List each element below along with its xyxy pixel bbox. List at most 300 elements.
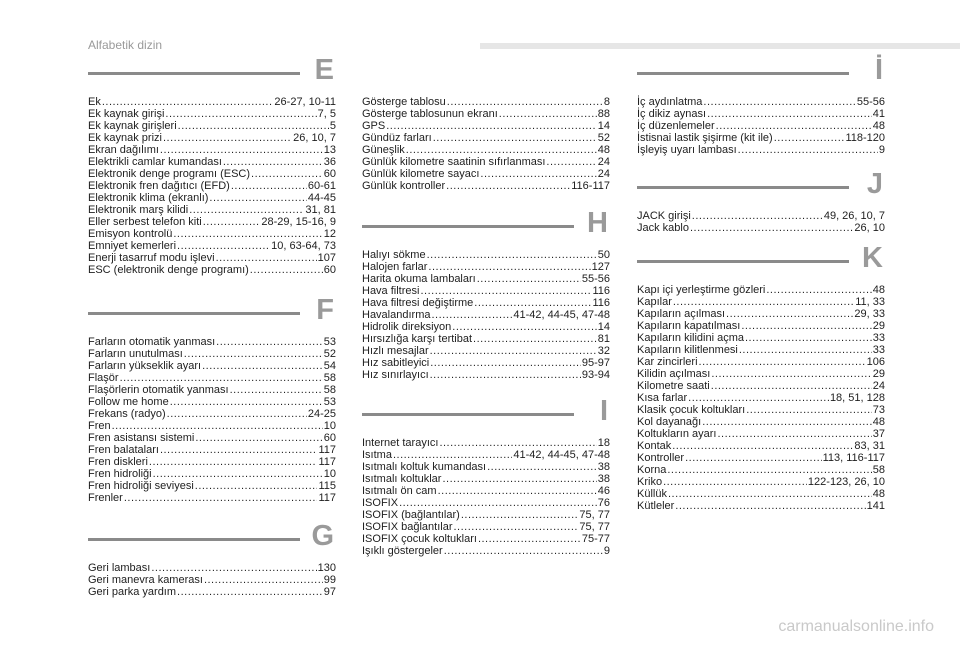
entry-term: Farların yükseklik ayarı xyxy=(88,360,202,372)
index-entry xyxy=(362,180,610,192)
entry-pages: 28-29, 15-16, 9 xyxy=(261,216,336,228)
section-letter: H xyxy=(587,207,608,239)
entry-pages: 29, 33 xyxy=(854,308,885,320)
index-list xyxy=(637,284,885,512)
dot-leader xyxy=(202,360,323,372)
entry-term: Kapı içi yerleştirme gözleri xyxy=(637,284,766,296)
dot-leader xyxy=(149,456,318,468)
dot-leader xyxy=(430,357,581,369)
dot-leader xyxy=(209,192,306,204)
dot-leader xyxy=(231,180,307,192)
entry-term: Günlük kilometre sayacı xyxy=(362,168,480,180)
index-entry xyxy=(637,476,885,488)
dot-leader xyxy=(428,261,590,273)
entry-pages: 83, 31 xyxy=(854,440,885,452)
entry-term: Ekran dağılımı xyxy=(88,144,159,156)
index-entry xyxy=(88,408,336,420)
index-entry xyxy=(88,432,336,444)
entry-term: Kısa farlar xyxy=(637,392,688,404)
entry-term: Harita okuma lambaları xyxy=(362,273,476,285)
index-entry xyxy=(88,456,336,468)
entry-pages: 115 xyxy=(318,480,336,492)
index-entry xyxy=(362,321,610,333)
index-entry xyxy=(88,240,336,252)
entry-term: Isıtmalı koltuklar xyxy=(362,473,442,485)
entry-term: Emisyon kontrolü xyxy=(88,228,173,240)
dot-leader xyxy=(673,296,854,308)
section-divider xyxy=(362,225,574,228)
entry-term: GPS xyxy=(362,120,386,132)
entry-pages: 29 xyxy=(872,320,885,332)
index-entry xyxy=(637,500,885,512)
dot-leader xyxy=(216,252,317,264)
index-entry xyxy=(637,356,885,368)
index-entry xyxy=(362,144,610,156)
dot-leader xyxy=(746,404,872,416)
entry-pages: 8 xyxy=(603,96,610,108)
index-list xyxy=(362,249,610,381)
entry-pages: 24 xyxy=(872,380,885,392)
index-entry xyxy=(362,108,610,120)
index-entry xyxy=(362,461,610,473)
index-entry xyxy=(637,452,885,464)
dot-leader xyxy=(163,132,292,144)
dot-leader xyxy=(699,356,866,368)
entry-term: Emniyet kemerleri xyxy=(88,240,177,252)
entry-pages: 12 xyxy=(323,228,336,240)
entry-pages: 73 xyxy=(872,404,885,416)
index-entry xyxy=(88,372,336,384)
entry-term: Korna xyxy=(637,464,667,476)
index-entry xyxy=(88,468,336,480)
index-entry xyxy=(637,416,885,428)
dot-leader xyxy=(478,533,581,545)
entry-pages: 46 xyxy=(597,485,610,497)
section-letter: J xyxy=(866,168,883,200)
entry-term: Hız sınırlayıcı xyxy=(362,369,429,381)
dot-leader xyxy=(690,222,853,234)
dot-leader xyxy=(184,348,323,360)
index-entry xyxy=(637,222,885,234)
dot-leader xyxy=(251,168,323,180)
entry-pages: 130 xyxy=(317,562,336,574)
index-entry xyxy=(637,380,885,392)
entry-pages: 5 xyxy=(329,120,336,132)
dot-leader xyxy=(685,452,822,464)
entry-term: Fren hidroliği seviyesi xyxy=(88,480,194,492)
section-divider xyxy=(637,186,849,189)
entry-term: Halıyı sökme xyxy=(362,249,426,261)
index-entry xyxy=(88,192,336,204)
index-entry xyxy=(88,216,336,228)
entry-term: İşleyiş uyarı lambası xyxy=(637,144,737,156)
entry-term: Isıtmalı ön cam xyxy=(362,485,437,497)
entry-pages: 95-97 xyxy=(581,357,610,369)
entry-pages: 58 xyxy=(872,464,885,476)
entry-pages: 7, 5 xyxy=(317,108,336,120)
dot-leader xyxy=(703,96,855,108)
entry-pages: 38 xyxy=(597,473,610,485)
entry-term: Elektronik denge programı (ESC) xyxy=(88,168,251,180)
dot-leader xyxy=(431,309,512,321)
entry-pages: 48 xyxy=(597,144,610,156)
header-bar xyxy=(480,43,960,49)
entry-term: Kontroller xyxy=(637,452,685,464)
entry-term: Kütleler xyxy=(637,500,675,512)
section-header xyxy=(88,520,336,562)
index-entry xyxy=(637,108,885,120)
entry-pages: 75-77 xyxy=(581,533,610,545)
entry-pages: 48 xyxy=(872,488,885,500)
entry-term: Isıtmalı koltuk kumandası xyxy=(362,461,487,473)
index-entry xyxy=(362,249,610,261)
page-title: Alfabetik dizin xyxy=(88,38,163,52)
index-entry xyxy=(362,297,610,309)
dot-leader xyxy=(738,144,878,156)
section-header xyxy=(88,294,336,336)
dot-leader xyxy=(195,480,318,492)
dot-leader xyxy=(173,228,322,240)
entry-pages: 26, 10 xyxy=(854,222,885,234)
entry-term: Eller serbest telefon kiti xyxy=(88,216,202,228)
dot-leader xyxy=(399,497,597,509)
index-list xyxy=(637,210,885,234)
entry-pages: 60 xyxy=(323,432,336,444)
dot-leader xyxy=(153,468,323,480)
entry-term: Halojen farlar xyxy=(362,261,428,273)
entry-term: Hız sabitleyici xyxy=(362,357,430,369)
entry-pages: 18 xyxy=(597,437,610,449)
entry-pages: 14 xyxy=(597,120,610,132)
entry-pages: 55-56 xyxy=(581,273,610,285)
section-letter: I xyxy=(599,395,608,427)
dot-leader xyxy=(726,308,853,320)
entry-term: Havalandırma xyxy=(362,309,431,321)
index-entry xyxy=(637,284,885,296)
index-entry xyxy=(362,533,610,545)
entry-pages: 24 xyxy=(597,168,610,180)
dot-leader xyxy=(480,168,596,180)
entry-term: Elektronik klima (ekranlı) xyxy=(88,192,209,204)
entry-pages: 99 xyxy=(323,574,336,586)
entry-pages: 97 xyxy=(323,586,336,598)
entry-term: Jack kablo xyxy=(637,222,689,234)
section-letter: G xyxy=(311,520,334,552)
entry-term: Hidrolik direksiyon xyxy=(362,321,452,333)
index-list xyxy=(362,437,610,557)
index-entry xyxy=(362,333,610,345)
index-entry xyxy=(88,228,336,240)
dot-leader xyxy=(430,369,581,381)
entry-pages: 48 xyxy=(872,120,885,132)
dot-leader xyxy=(452,321,596,333)
entry-term: Fren balataları xyxy=(88,444,159,456)
entry-term: Enerji tasarruf modu işlevi xyxy=(88,252,215,264)
index-entry xyxy=(88,586,336,598)
dot-leader xyxy=(430,345,597,357)
entry-term: Günlük kontroller xyxy=(362,180,446,192)
dot-leader xyxy=(745,332,872,344)
entry-term: Flaşörlerin otomatik yanması xyxy=(88,384,229,396)
index-entry xyxy=(362,485,610,497)
dot-leader xyxy=(120,372,323,384)
index-entry xyxy=(88,492,336,504)
entry-pages: 117 xyxy=(318,492,336,504)
dot-leader xyxy=(446,180,570,192)
dot-leader xyxy=(189,204,304,216)
index-entry xyxy=(362,521,610,533)
entry-term: Ek kaynak girişleri xyxy=(88,120,177,132)
section-letter: K xyxy=(862,242,883,274)
dot-leader xyxy=(177,240,270,252)
entry-term: Frenler xyxy=(88,492,123,504)
section-divider xyxy=(88,312,300,315)
index-entry xyxy=(88,264,336,276)
index-entry xyxy=(362,120,610,132)
dot-leader xyxy=(102,96,274,108)
section-g-continued xyxy=(362,96,610,192)
section-divider xyxy=(88,72,300,75)
index-entry xyxy=(637,96,885,108)
section-divider xyxy=(362,413,574,416)
dot-leader xyxy=(663,476,807,488)
dot-leader xyxy=(230,384,323,396)
section-i-dotted xyxy=(637,54,885,156)
dot-leader xyxy=(124,492,318,504)
index-entry xyxy=(88,132,336,144)
entry-pages: 52 xyxy=(323,348,336,360)
section-divider xyxy=(637,72,849,75)
index-entry xyxy=(362,357,610,369)
entry-term: JACK girişi xyxy=(637,210,691,222)
index-entry xyxy=(88,444,336,456)
section-header xyxy=(637,168,885,210)
index-list xyxy=(88,96,336,276)
dot-leader xyxy=(716,120,872,132)
entry-term: ESC (elektronik denge programı) xyxy=(88,264,249,276)
entry-pages: 44-45 xyxy=(307,192,336,204)
entry-pages: 24 xyxy=(597,156,610,168)
entry-term: Kol dayanağı xyxy=(637,416,702,428)
entry-pages: 38 xyxy=(597,461,610,473)
entry-pages: 11, 33 xyxy=(855,296,885,308)
entry-term: Geri parka yardım xyxy=(88,586,177,598)
entry-pages: 52 xyxy=(597,132,610,144)
index-entry xyxy=(362,449,610,461)
entry-pages: 113, 116-117 xyxy=(822,452,885,464)
entry-term: ISOFIX çocuk koltukları xyxy=(362,533,477,545)
entry-pages: 117 xyxy=(318,456,336,468)
entry-pages: 88 xyxy=(597,108,610,120)
watermark: carmanualsonline.info xyxy=(778,618,934,635)
dot-leader xyxy=(433,132,597,144)
entry-pages: 37 xyxy=(872,428,885,440)
entry-pages: 141 xyxy=(866,500,885,512)
index-entry xyxy=(637,440,885,452)
entry-term: Kar zincirleri xyxy=(637,356,698,368)
entry-term: Kontak xyxy=(637,440,672,452)
entry-pages: 48 xyxy=(872,284,885,296)
index-entry xyxy=(362,273,610,285)
dot-leader xyxy=(711,380,872,392)
entry-term: Ek kaynak girişi xyxy=(88,108,165,120)
entry-term: Follow me home xyxy=(88,396,169,408)
dot-leader xyxy=(739,344,872,356)
dot-leader xyxy=(204,574,323,586)
entry-pages: 116 xyxy=(592,297,610,309)
index-entry xyxy=(637,464,885,476)
entry-term: İç dikiz aynası xyxy=(637,108,707,120)
index-list xyxy=(362,96,610,192)
dot-leader xyxy=(688,392,829,404)
index-entry xyxy=(637,428,885,440)
entry-pages: 10 xyxy=(323,468,336,480)
entry-term: İç aydınlatma xyxy=(637,96,703,108)
entry-term: Gösterge tablosunun ekranı xyxy=(362,108,498,120)
section-header xyxy=(637,54,885,96)
section-letter: E xyxy=(314,54,334,86)
dot-leader xyxy=(442,473,596,485)
entry-term: Kriko xyxy=(637,476,663,488)
entry-pages: 118-120 xyxy=(845,132,885,144)
entry-pages: 116 xyxy=(592,285,610,297)
index-entry xyxy=(637,210,885,222)
index-entry xyxy=(637,144,885,156)
entry-term: Ek kaynak prizi xyxy=(88,132,162,144)
index-entry xyxy=(88,336,336,348)
entry-pages: 122-123, 26, 10 xyxy=(807,476,885,488)
entry-term: Frekans (radyo) xyxy=(88,408,166,420)
entry-pages: 41 xyxy=(872,108,885,120)
section-divider xyxy=(637,260,849,263)
entry-pages: 116-117 xyxy=(571,180,610,192)
entry-term: Koltukların ayarı xyxy=(637,428,717,440)
entry-pages: 58 xyxy=(323,372,336,384)
dot-leader xyxy=(447,96,603,108)
section-header xyxy=(362,207,610,249)
index-entry xyxy=(637,308,885,320)
entry-pages: 9 xyxy=(603,545,610,557)
section-g xyxy=(88,520,336,598)
entry-pages: 24-25 xyxy=(307,408,336,420)
index-entry xyxy=(88,384,336,396)
section-e xyxy=(88,54,336,276)
index-entry xyxy=(88,480,336,492)
entry-pages: 18, 51, 128 xyxy=(829,392,885,404)
index-entry xyxy=(362,497,610,509)
dot-leader xyxy=(216,336,323,348)
entry-pages: 41-42, 44-45, 47-48 xyxy=(513,309,610,321)
dot-leader xyxy=(170,396,323,408)
index-entry xyxy=(88,562,336,574)
entry-pages: 26, 10, 7 xyxy=(293,132,336,144)
section-header xyxy=(88,54,336,96)
entry-pages: 10, 63-64, 73 xyxy=(271,240,336,252)
dot-leader xyxy=(461,509,579,521)
entry-term: Hırsızlığa karşı tertibat xyxy=(362,333,473,345)
index-entry xyxy=(88,574,336,586)
entry-term: İstisnai lastik şişirme (kit ile) xyxy=(637,132,773,144)
entry-term: Günlük kilometre saatinin sıfırlanması xyxy=(362,156,546,168)
index-entry xyxy=(88,204,336,216)
dot-leader xyxy=(672,440,853,452)
entry-term: İç düzenlemeler xyxy=(637,120,715,132)
entry-pages: 60 xyxy=(323,168,336,180)
index-entry xyxy=(637,332,885,344)
section-letter: F xyxy=(316,294,334,326)
index-entry xyxy=(637,120,885,132)
index-entry xyxy=(362,545,610,557)
entry-pages: 81 xyxy=(597,333,610,345)
section-header xyxy=(362,395,610,437)
index-list xyxy=(88,336,336,504)
index-entry xyxy=(362,509,610,521)
dot-leader xyxy=(667,464,871,476)
index-entry xyxy=(88,396,336,408)
dot-leader xyxy=(707,108,872,120)
dot-leader xyxy=(477,273,581,285)
entry-term: Elektronik fren dağıtıcı (EFD) xyxy=(88,180,230,192)
dot-leader xyxy=(393,449,512,461)
entry-pages: 53 xyxy=(323,396,336,408)
entry-term: Elektronik marş kilidi xyxy=(88,204,189,216)
dot-leader xyxy=(178,120,329,132)
index-entry xyxy=(637,488,885,500)
index-entry xyxy=(362,473,610,485)
entry-term: Ek xyxy=(88,96,101,108)
index-entry xyxy=(88,120,336,132)
index-entry xyxy=(88,360,336,372)
entry-term: ISOFIX xyxy=(362,497,399,509)
index-entry xyxy=(362,309,610,321)
section-header xyxy=(637,242,885,284)
dot-leader xyxy=(165,108,316,120)
entry-pages: 55-56 xyxy=(856,96,885,108)
entry-pages: 76 xyxy=(597,497,610,509)
index-entry xyxy=(88,348,336,360)
index-entry xyxy=(88,252,336,264)
dot-leader xyxy=(223,156,323,168)
section-h xyxy=(362,207,610,381)
entry-term: Küllük xyxy=(637,488,667,500)
dot-leader xyxy=(112,420,323,432)
entry-pages: 36 xyxy=(323,156,336,168)
section-i xyxy=(362,395,610,557)
section-letter: İ xyxy=(874,54,883,86)
entry-pages: 32 xyxy=(597,345,610,357)
entry-term: Kilidin açılması xyxy=(637,368,711,380)
dot-leader xyxy=(766,284,871,296)
dot-leader xyxy=(444,545,603,557)
dot-leader xyxy=(487,461,597,473)
entry-term: Klasik çocuk koltukları xyxy=(637,404,746,416)
entry-pages: 31, 81 xyxy=(305,204,336,216)
dot-leader xyxy=(454,521,579,533)
entry-term: ISOFIX (bağlantılar) xyxy=(362,509,460,521)
index-entry xyxy=(362,369,610,381)
dot-leader xyxy=(420,285,591,297)
dot-leader xyxy=(439,437,596,449)
dot-leader xyxy=(438,485,597,497)
dot-leader xyxy=(499,108,597,120)
entry-term: Fren xyxy=(88,420,111,432)
index-entry xyxy=(88,420,336,432)
entry-term: Flaşör xyxy=(88,372,119,384)
entry-term: Gösterge tablosu xyxy=(362,96,446,108)
dot-leader xyxy=(250,264,323,276)
index-entry xyxy=(88,156,336,168)
dot-leader xyxy=(151,562,316,574)
